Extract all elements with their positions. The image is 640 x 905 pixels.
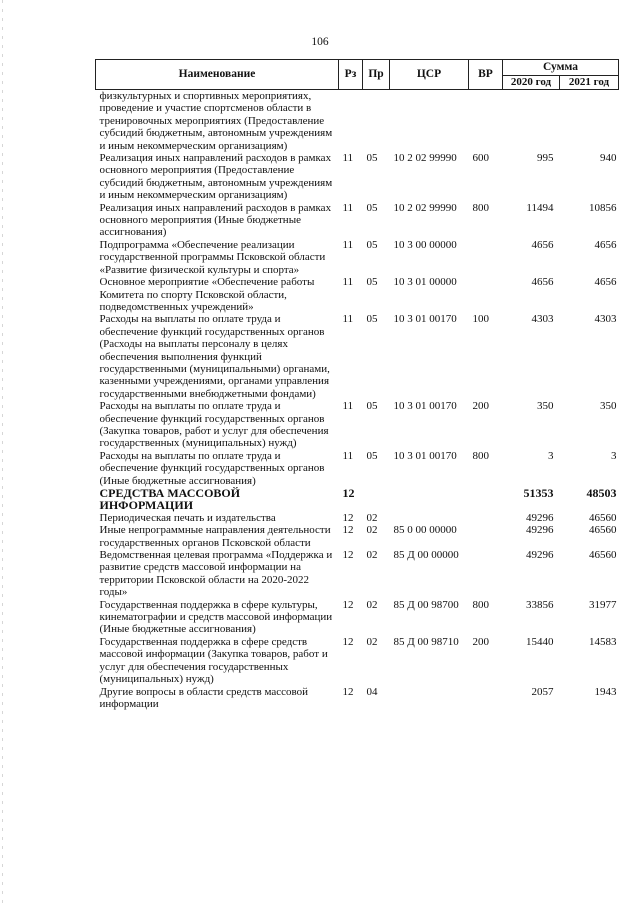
name-cell: Подпрограмма «Обеспечение реализации государственной программы Псковской области «Развитие физической культуры и спорта» [99,238,326,276]
name-cell: Другие вопросы в области средств массовой информации [99,685,309,710]
rz-cell: 11 [342,449,354,462]
rz-cell: 11 [342,152,354,165]
vr-cell [469,276,503,313]
sum-2020-cell: 33856 [526,598,554,611]
header-sum: Сумма [503,60,619,76]
csr-cell [390,512,469,524]
header-csr: ЦСР [390,60,469,90]
header-vr: ВР [469,60,503,90]
sum-2020-cell: 51353 [523,486,554,500]
rz-cell: 12 [342,635,354,648]
rz-cell [339,90,363,153]
pr-cell: 02 [366,549,378,562]
pr-cell: 02 [366,598,378,611]
header-year-2020: 2020 год [503,76,560,90]
table-row [96,686,619,711]
rz-cell: 11 [342,276,354,289]
table-row [96,276,619,313]
name-cell: Периодическая печать и издательства [99,511,276,524]
name-cell: Расходы на выплаты по оплате труда и обеспечение функций государственных органов (Иные бюджетные ассигнования) [99,449,325,487]
name-cell: Иные непрограммные направления деятельности государственных органов Псковской области [99,524,331,549]
pr-cell: 05 [366,201,378,214]
pr-cell [363,487,390,512]
table-row [96,90,619,153]
sum-2020-cell: 49296 [526,524,554,537]
name-cell: Государственная поддержка в сфере культуры, кинематографии и средств массовой информации (Иные бюджетные ассигнования) [99,598,333,636]
pr-cell: 05 [366,449,378,462]
csr-cell: 10 3 01 00000 [393,276,457,289]
sum-2021-cell [560,90,619,153]
sum-2020-cell: 995 [537,152,554,165]
sum-2020-cell: 2057 [531,685,554,698]
sum-2021-cell: 4303 [594,313,617,326]
name-cell: СРЕДСТВА МАССОВОЙ ИНФОРМАЦИИ [99,486,241,513]
vr-cell: 100 [472,313,489,326]
pr-cell: 05 [366,400,378,413]
rz-cell: 11 [342,238,354,251]
sum-2021-cell: 4656 [594,276,617,289]
table-row [96,599,619,636]
rz-cell: 11 [342,400,354,413]
rz-cell: 12 [342,598,354,611]
table-row [96,313,619,400]
sum-2021-cell: 46560 [589,524,617,537]
table-body [96,90,619,711]
csr-cell: 10 3 00 00000 [393,238,457,251]
pr-cell: 05 [366,238,378,251]
name-cell: физкультурных и спортивных мероприятиях, проведение и участие спортсменов области в тренировочных мероприятиях (Предоставление субсидий бюджетным, автономным учреждениям и иным некоммерческим организациям) [99,90,333,152]
csr-cell: 10 3 01 00170 [393,449,457,462]
budget-table [95,59,619,710]
rz-cell: 12 [342,486,355,500]
sum-2020-cell: 350 [537,400,554,413]
vr-cell [469,90,503,153]
pr-cell: 05 [366,313,378,326]
sum-2020-cell: 4656 [531,276,554,289]
table-row [96,549,619,599]
csr-cell [390,686,469,711]
csr-cell: 85 Д 00 00000 [393,549,459,562]
sum-2021-cell: 31977 [589,598,617,611]
table-row [96,524,619,549]
page-number: 106 [311,36,329,48]
sum-2020-cell: 49296 [526,511,554,524]
csr-cell [390,487,469,512]
sum-2021-cell: 4656 [594,238,617,251]
sum-2020-cell: 4656 [531,238,554,251]
sum-2021-cell: 1943 [594,685,617,698]
sum-2021-cell: 48503 [586,486,617,500]
name-cell: Расходы на выплаты по оплате труда и обеспечение функций государственных органов (Закупка товаров, работ и услуг для обеспечения государственных (муниципальных) нужд) [99,400,329,450]
sum-2021-cell: 14583 [589,635,617,648]
rz-cell: 12 [342,685,354,698]
name-cell: Государственная поддержка в сфере средств массовой информации (Закупка товаров, работ и услуг для обеспечения государственных (муниципальных) нужд) [99,635,328,686]
sum-2021-cell: 10856 [589,201,617,214]
rz-cell: 11 [342,201,354,214]
vr-cell: 600 [472,152,489,165]
sum-2021-cell: 350 [600,400,617,413]
csr-cell: 10 3 01 00170 [393,400,457,413]
pr-cell: 05 [366,152,378,165]
csr-cell [390,90,469,153]
sum-2020-cell: 11494 [526,201,554,214]
rz-cell: 12 [342,524,354,537]
vr-cell [469,549,503,599]
table-row [96,512,619,524]
name-cell: Расходы на выплаты по оплате труда и обеспечение функций государственных органов (Расходы на выплаты персоналу в целях обеспечения выполнения функций государственными (муниципальными) органами, казенными учреждениями, органами управления государственными внебюджетными фондами) [99,313,330,400]
pr-cell: 02 [366,524,378,537]
pr-cell: 02 [366,511,378,524]
csr-cell: 10 3 01 00170 [393,313,457,326]
pr-cell [363,90,390,153]
vr-cell: 800 [472,201,489,214]
name-cell: Реализация иных направлений расходов в рамках основного мероприятия (Иные бюджетные ассигнования) [99,201,332,239]
csr-cell: 10 2 02 99990 [393,201,457,214]
table-row [96,202,619,239]
table-row [96,400,619,450]
vr-cell [469,239,503,276]
sum-2020-cell [503,90,560,153]
name-cell: Основное мероприятие «Обеспечение работы Комитета по спорту Псковской области, подведомственных учреждений» [99,276,315,313]
pr-cell: 05 [366,276,378,289]
csr-cell: 85 Д 00 98700 [393,598,459,611]
sum-2021-cell: 46560 [589,511,617,524]
header-name: Наименование [96,60,339,90]
sum-2020-cell: 15440 [526,635,554,648]
sum-2020-cell: 3 [548,449,554,462]
rz-cell: 12 [342,549,354,562]
name-cell: Ведомственная целевая программа «Поддержка и развитие средств массовой информации на территории Псковской области на 2020-2022 годы» [99,549,333,599]
rz-cell: 12 [342,511,354,524]
vr-cell: 200 [472,400,489,413]
vr-cell [469,686,503,711]
sum-2021-cell: 46560 [589,549,617,562]
header-rz: Рз [339,60,363,90]
csr-cell: 85 Д 00 98710 [393,635,459,648]
sum-2020-cell: 49296 [526,549,554,562]
pr-cell: 04 [366,685,378,698]
header-year-2021: 2021 год [560,76,619,90]
vr-cell: 800 [472,598,489,611]
sum-2021-cell: 940 [600,152,617,165]
name-cell: Реализация иных направлений расходов в рамках основного мероприятия (Предоставление субсидий бюджетным, автономным учреждениям и иным некоммерческим организациям) [99,152,333,202]
csr-cell: 10 2 02 99990 [393,152,457,165]
rz-cell: 11 [342,313,354,326]
vr-cell [469,524,503,549]
table-row [96,239,619,276]
vr-cell: 200 [472,635,489,648]
sum-2021-cell: 3 [611,449,617,462]
table-row [96,450,619,487]
table-header [96,60,619,90]
pr-cell: 02 [366,635,378,648]
table-row [96,636,619,686]
section-row [96,487,619,512]
csr-cell: 85 0 00 00000 [393,524,457,537]
table-row [96,152,619,202]
vr-cell [469,512,503,524]
header-pr: Пр [363,60,390,90]
vr-cell [469,487,503,512]
scan-edge [2,0,3,905]
vr-cell: 800 [472,449,489,462]
sum-2020-cell: 4303 [531,313,554,326]
